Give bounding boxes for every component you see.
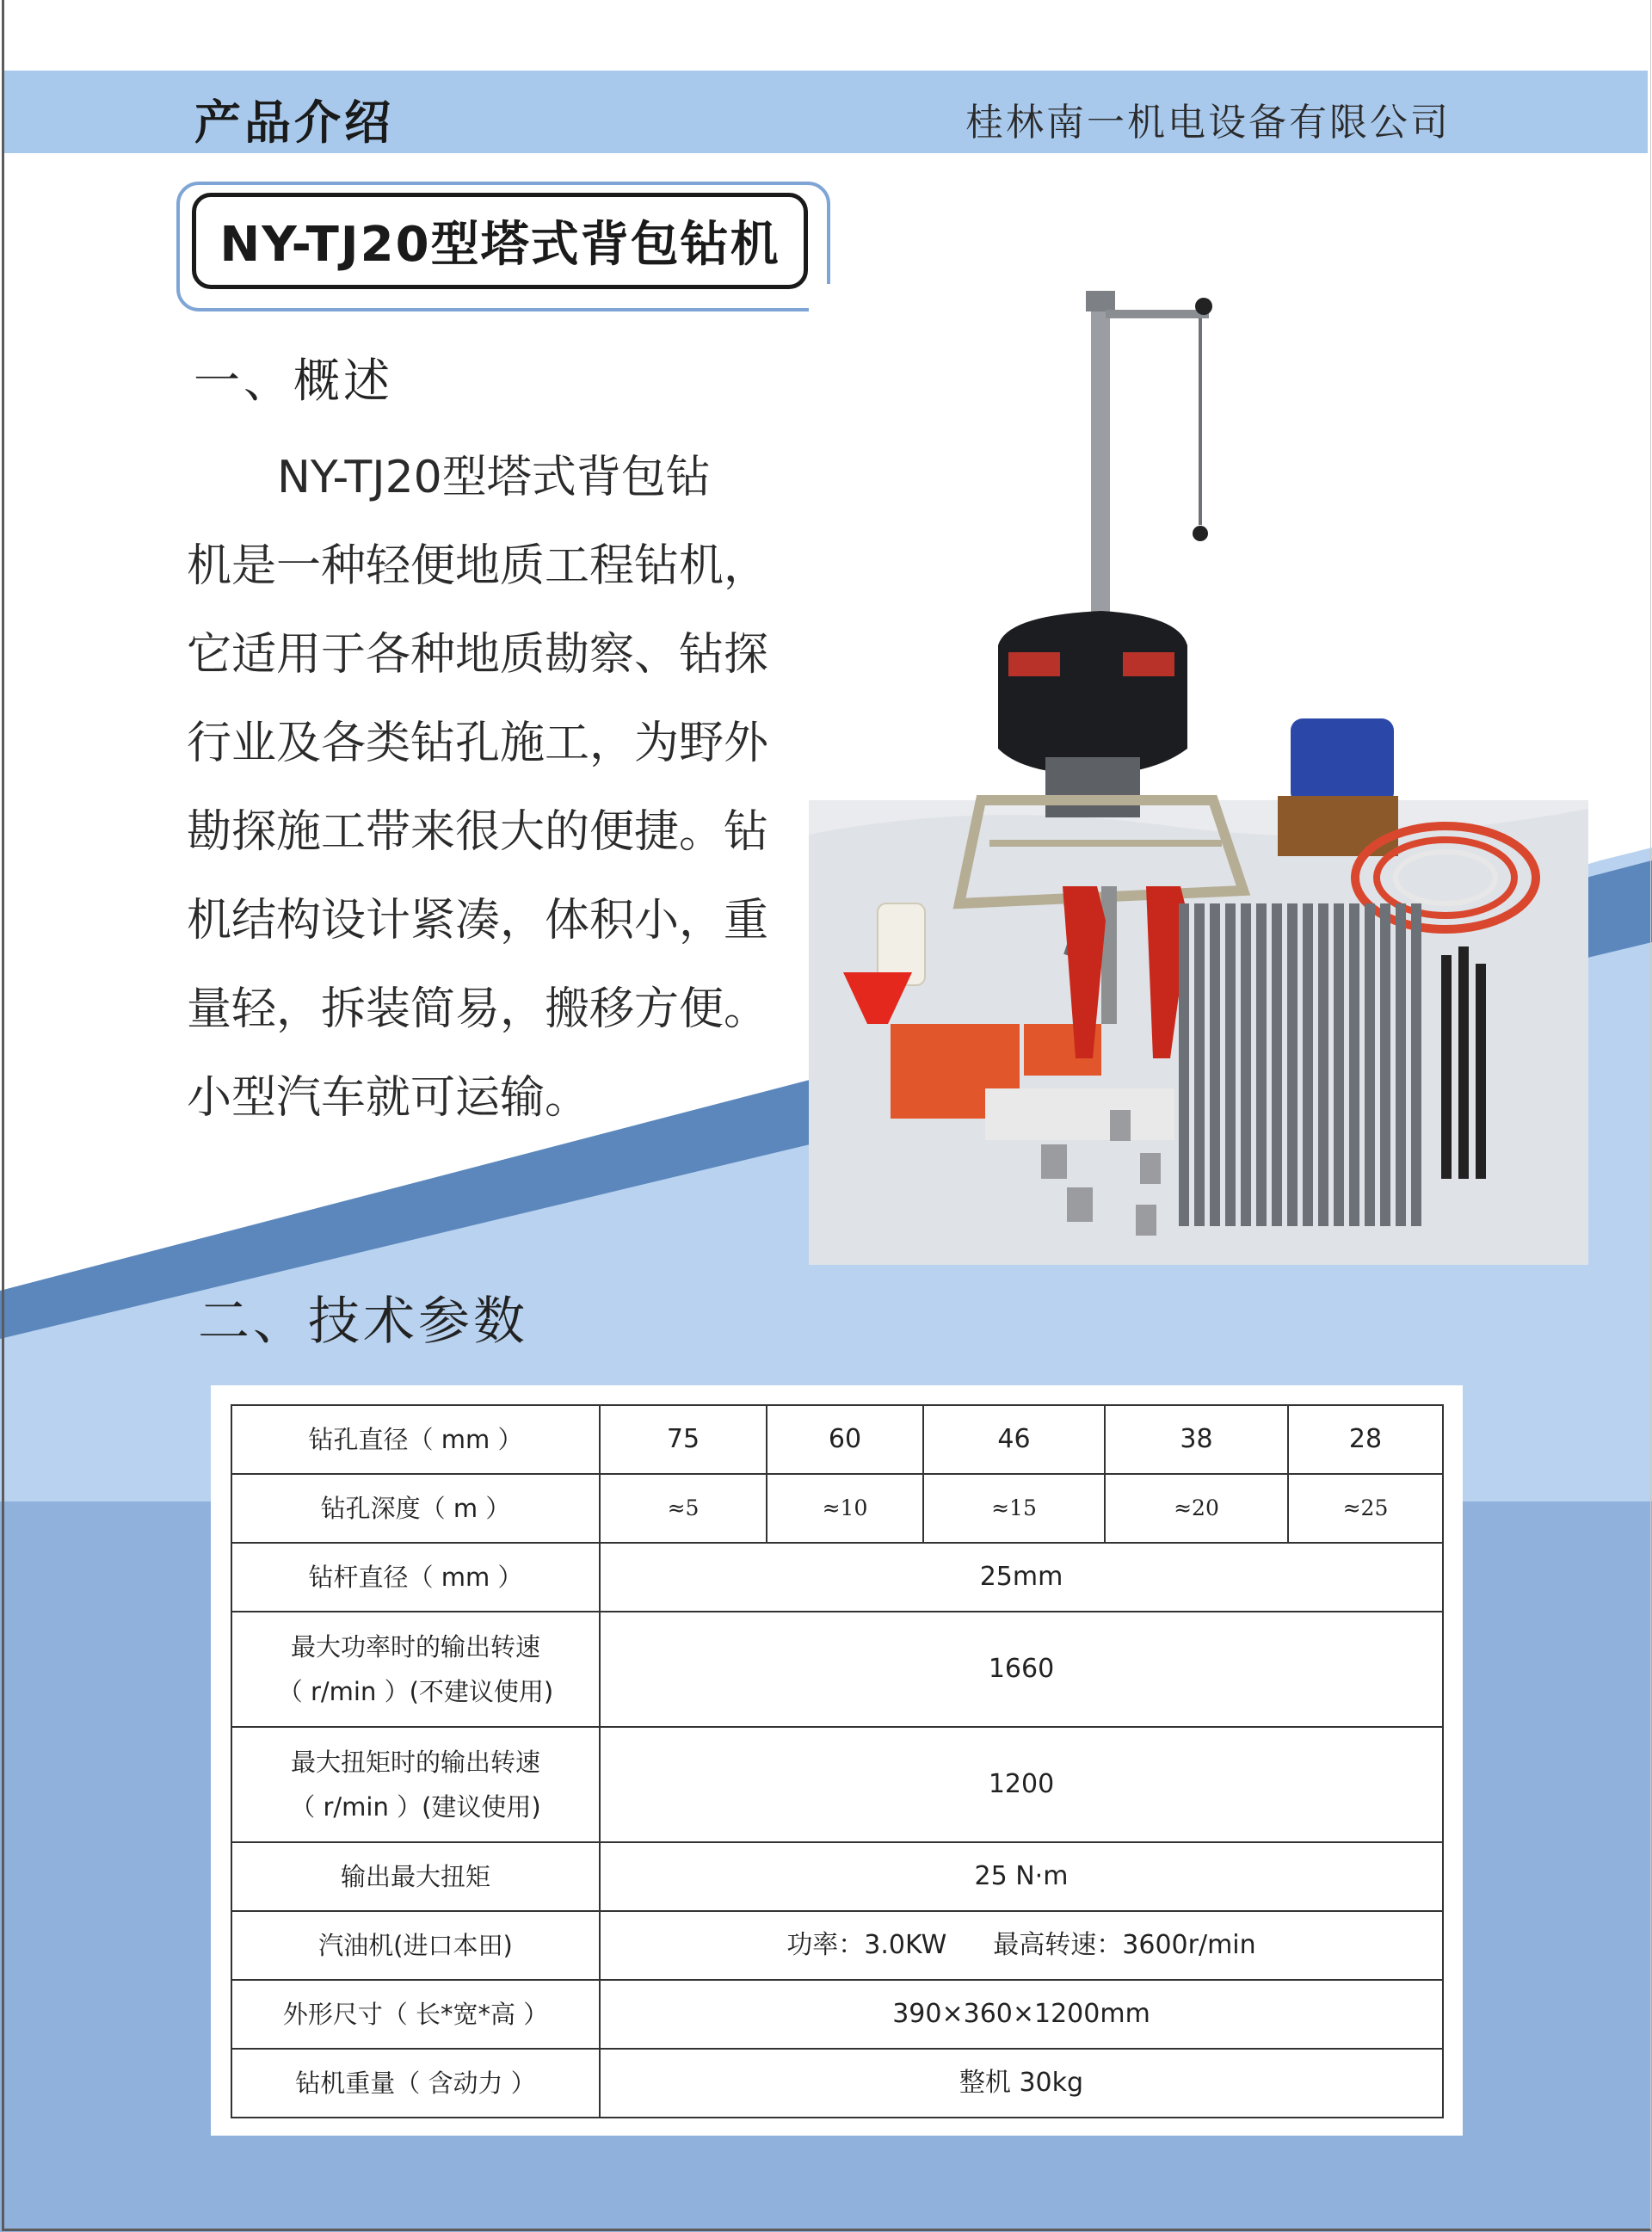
- label-cell: 钻孔深度（ m ）: [231, 1474, 600, 1543]
- label-line: （ r/min ）(不建议使用): [277, 1677, 554, 1706]
- overview-line: 机是一种轻便地质工程钻机，: [187, 540, 769, 592]
- value-cell: ≈15: [923, 1474, 1105, 1543]
- value-cell: ≈10: [767, 1474, 923, 1543]
- value-cell: 25 N·m: [600, 1842, 1443, 1911]
- value-cell: 1200: [600, 1727, 1443, 1842]
- value-cell: 25mm: [600, 1543, 1443, 1612]
- overview-line: 它适用于各种地质勘察、钻探: [187, 629, 769, 681]
- overview-line: NY-TJ20型塔式背包钻: [277, 452, 711, 503]
- label-line: 最大功率时的输出转速: [290, 1632, 540, 1662]
- company-name: 桂林南一机电设备有限公司: [965, 101, 1451, 145]
- label-cell: 钻机重量（ 含动力 ）: [231, 2049, 600, 2118]
- overview-line: 小型汽车就可运输。: [187, 1072, 590, 1124]
- value-cell: ≈25: [1288, 1474, 1443, 1543]
- overview-line: 机结构设计紧凑，体积小，重: [187, 895, 769, 946]
- label-cell: 钻孔直径（ mm ）: [231, 1405, 600, 1474]
- overview-line: 量轻，拆装简易，搬移方便。: [187, 983, 769, 1035]
- value-cell: 46: [923, 1405, 1105, 1474]
- header-title: 产品介绍: [194, 96, 394, 150]
- value-cell: 1660: [600, 1612, 1443, 1727]
- value-cell: 整机 30kg: [600, 2049, 1443, 2118]
- value-cell: 390×360×1200mm: [600, 1980, 1443, 2049]
- value-cell: 60: [767, 1405, 923, 1474]
- overview-line: 行业及各类钻孔施工，为野外: [187, 718, 769, 769]
- value-cell: ≈5: [600, 1474, 767, 1543]
- value-cell: 28: [1288, 1405, 1443, 1474]
- label-cell: 输出最大扭矩: [231, 1842, 600, 1911]
- page-border: [2, 0, 1651, 2231]
- overview-heading: 一、概述: [194, 354, 393, 408]
- label-cell: 外形尺寸（ 长*宽*高 ）: [231, 1980, 600, 2049]
- specs-heading: 二、技术参数: [198, 1292, 528, 1352]
- value-cell: 75: [600, 1405, 767, 1474]
- engine-speed: 最高转速：3600r/min: [993, 1930, 1256, 1960]
- engine-power: 功率：3.0KW: [786, 1930, 947, 1960]
- label-cell: 汽油机(进口本田): [231, 1911, 600, 1980]
- value-cell: ≈20: [1105, 1474, 1288, 1543]
- product-title: NY-TJ20型塔式背包钻机: [219, 217, 780, 273]
- overview-line: 勘探施工带来很大的便捷。钻: [187, 806, 769, 858]
- label-line: 最大扭矩时的输出转速: [290, 1748, 540, 1777]
- label-cell: 钻杆直径（ mm ）: [231, 1543, 600, 1612]
- value-cell: 38: [1105, 1405, 1288, 1474]
- label-line: （ r/min ）(建议使用): [290, 1792, 541, 1822]
